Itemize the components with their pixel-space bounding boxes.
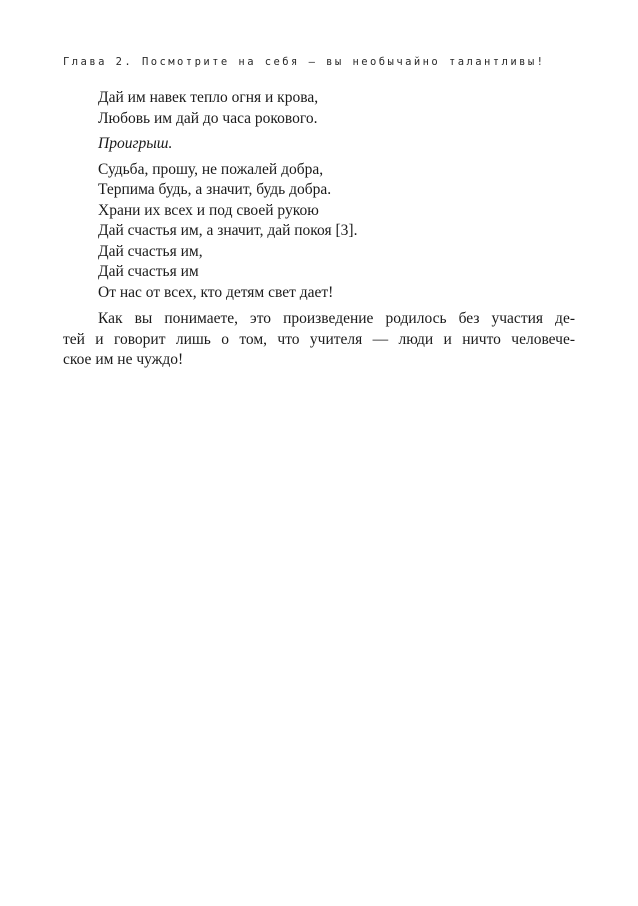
poem-line: Храни их всех и под своей рукою: [98, 201, 319, 219]
poem-line: Судьба, прошу, не пожалей добра,: [98, 160, 324, 178]
paragraph-line: тей и говорит лишь о том, что учителя — люди и ничто человече-: [63, 330, 575, 348]
paragraph-line: ское им не чуждо!: [63, 351, 184, 368]
poem-stanza-2: [63, 160, 575, 304]
running-header: Глава 2. Посмотрите на себя — вы необычайно талантливы!: [63, 56, 546, 68]
poem-line: От нас от всех, кто детям свет дает!: [98, 283, 334, 301]
paragraph-line: Как вы понимаете, это произведение родилось без участия де-: [98, 310, 575, 327]
poem-line: Дай им навек тепло огня и крова,: [98, 89, 319, 106]
stage-remark: Проигрыш.: [98, 135, 173, 152]
poem-stanza-1: [63, 88, 575, 129]
poem-line: Дай счастья им: [98, 263, 199, 280]
page-content: [63, 88, 575, 371]
closing-paragraph: [63, 309, 575, 371]
poem-line: Терпима будь, а значит, будь добра.: [98, 181, 332, 198]
poem-line: Любовь им дай до часа рокового.: [98, 109, 318, 127]
poem-line: Дай счастья им, а значит, дай покоя [3].: [98, 222, 358, 239]
poem-line: Дай счастья им,: [98, 242, 203, 260]
